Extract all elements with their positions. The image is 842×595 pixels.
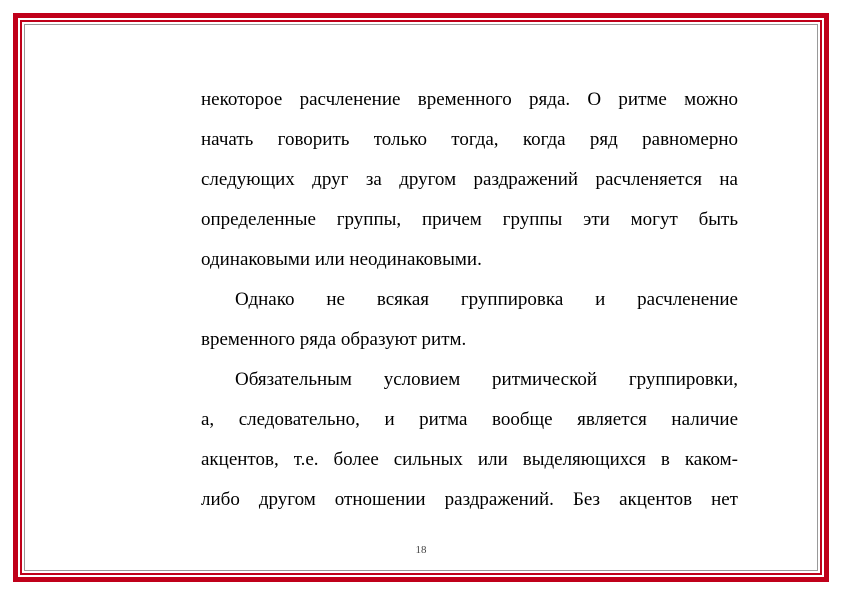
text-line: начать говорить только тогда, когда ряд равномерно — [201, 129, 738, 150]
text-line: одинаковыми или неодинаковыми. — [201, 249, 482, 270]
text-line: следующих друг за другом раздражений расчленяется на — [201, 169, 738, 190]
body-text — [201, 80, 738, 520]
text-line: некоторое расчленение временного ряда. О ритме можно — [201, 89, 738, 110]
text-line: акцентов, т.е. более сильных или выделяющихся в каком- — [201, 449, 738, 470]
text-line: Однако не всякая группировка и расчленение — [235, 289, 738, 310]
page-number: 18 — [415, 544, 427, 556]
text-line: временного ряда образуют ритм. — [201, 329, 467, 350]
text-line: определенные группы, причем группы эти могут быть — [201, 209, 738, 230]
text-line: либо другом отношении раздражений. Без акцентов нет — [201, 489, 738, 510]
text-line: а, следовательно, и ритма вообще является наличие — [201, 409, 738, 430]
text-line: Обязательным условием ритмической группировки, — [235, 369, 738, 390]
